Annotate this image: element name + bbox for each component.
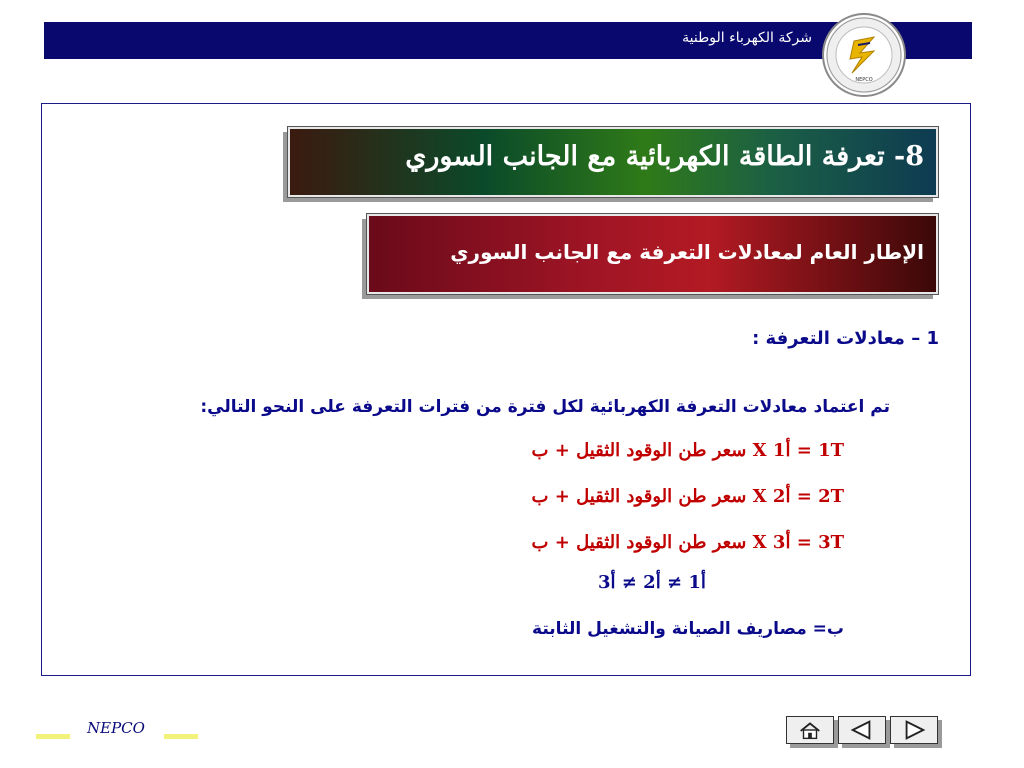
footer-accent-left [36, 734, 70, 739]
section-heading: 1 – معادلات التعرفة : [752, 328, 939, 349]
b-definition: ب= مصاريف الصيانة والتشغيل الثابتة [532, 619, 844, 639]
title-banner [288, 127, 938, 197]
equation-3: 3T = أ3 X سعر طن الوقود الثقيل + ب [531, 532, 844, 553]
home-icon [787, 717, 833, 743]
subtitle-banner [367, 214, 938, 294]
intro-text: تم اعتماد معادلات التعرفة الكهربائية لكل فترة من فترات التعرفة على النحو التالي: [200, 397, 890, 417]
slide-subtitle: الإطار العام لمعادلات التعرفة مع الجانب السوري [450, 240, 924, 264]
footer-brand [36, 718, 201, 742]
equation-2: 2T = أ2 X سعر طن الوقود الثقيل + ب [531, 486, 844, 507]
next-button[interactable] [890, 716, 938, 744]
previous-button[interactable] [838, 716, 886, 744]
footer-brand-label: NEPCO [87, 719, 145, 737]
equation-1: 1T = أ1 X سعر طن الوقود الثقيل + ب [531, 440, 844, 461]
home-button[interactable] [786, 716, 834, 744]
company-logo [822, 13, 906, 97]
triangle-left-icon [839, 717, 885, 743]
inequality: أ1 ≠ أ2 ≠ أ3 [598, 572, 706, 593]
slide-title: 8- تعرفة الطاقة الكهربائية مع الجانب السوري [405, 141, 924, 172]
logo-text: NEPCO [855, 77, 873, 83]
triangle-right-icon [891, 717, 937, 743]
footer-accent-right [164, 734, 198, 739]
company-name: شركة الكهرباء الوطنية [682, 30, 812, 46]
